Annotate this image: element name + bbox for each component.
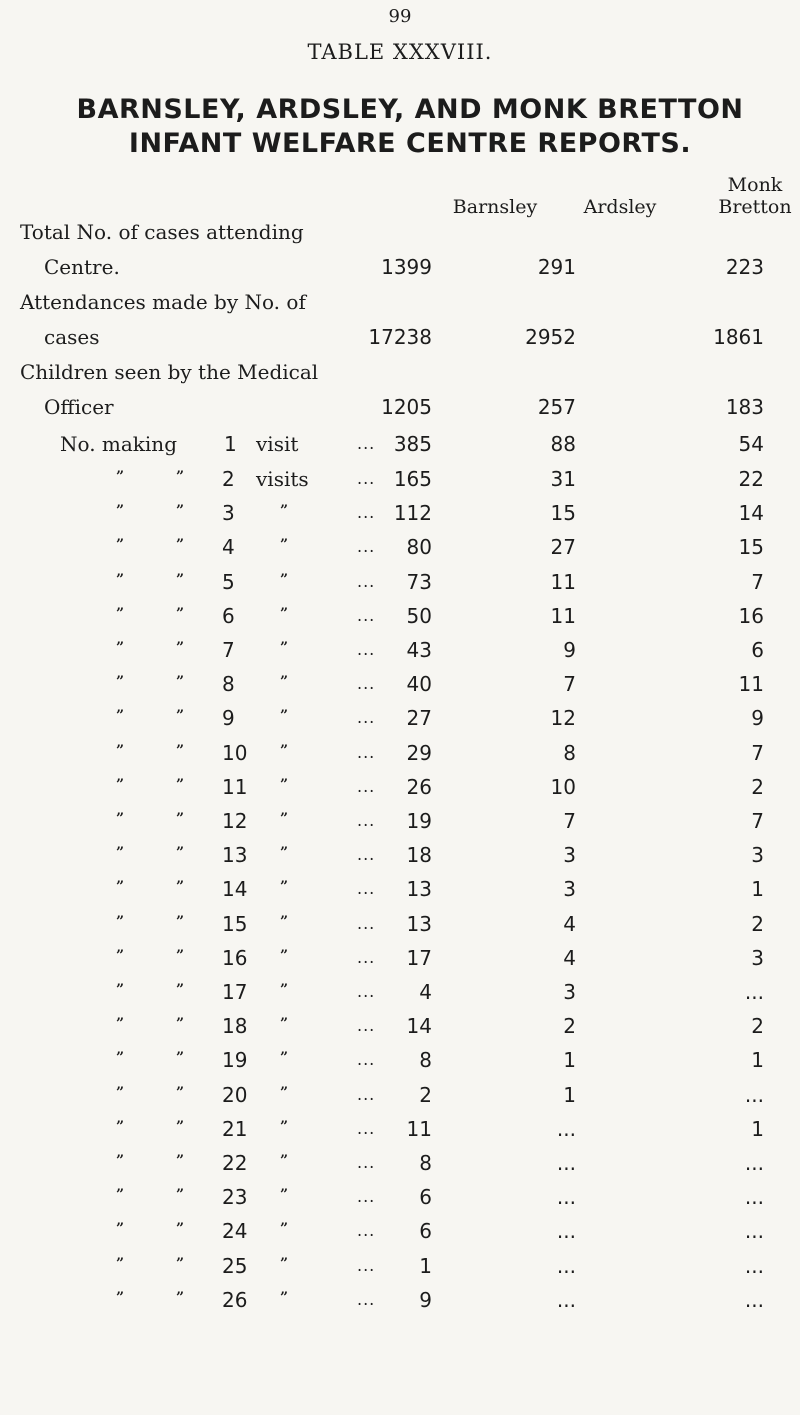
ditto-mark: ” [116,606,124,622]
ditto-mark: ” [280,572,288,588]
leader-dots: ... [357,1221,376,1240]
visit-count-number: 11 [222,775,248,799]
cell-monk-bretton: 14 [738,501,764,525]
ditto-mark: ” [280,948,288,964]
cell-ardsley: ... [556,1219,576,1243]
ditto-mark: ” [116,640,124,656]
ditto-mark: ” [176,1016,184,1032]
cell-barnsley: 112 [393,501,432,525]
ditto-mark: ” [176,1153,184,1169]
leader-dots: ... [357,1290,376,1309]
ditto-mark: ” [280,708,288,724]
cell-ardsley: 3 [563,843,576,867]
cell-barnsley: 1399 [381,255,432,279]
ditto-mark: ” [176,982,184,998]
cell-ardsley: 4 [563,946,576,970]
cell-monk-bretton: 1 [751,877,764,901]
cell-ardsley: 11 [550,570,576,594]
visit-count-number: 24 [222,1219,248,1243]
cell-barnsley: 17 [406,946,432,970]
ditto-mark: ” [116,777,124,793]
ditto-mark: ” [280,503,288,519]
cell-barnsley: 26 [406,775,432,799]
ditto-mark: ” [176,1290,184,1306]
leader-dots: ... [357,537,376,556]
ditto-mark: ” [116,537,124,553]
cell-monk-bretton: 1861 [713,325,764,349]
cell-monk-bretton: 1 [751,1117,764,1141]
ditto-mark: ” [280,1119,288,1135]
cell-barnsley: 1 [419,1254,432,1278]
ditto-mark: ” [116,811,124,827]
cell-barnsley: 11 [406,1117,432,1141]
ditto-mark: ” [280,640,288,656]
ditto-mark: ” [116,1290,124,1306]
ditto-mark: ” [280,674,288,690]
leader-dots: ... [357,1119,376,1138]
column-header-monk-line1: Monk [727,174,783,196]
leader-dots: ... [357,879,376,898]
leader-dots: ... [357,948,376,967]
visit-count-number: 17 [222,980,248,1004]
cell-barnsley: 27 [406,706,432,730]
page-number: 99 [388,6,412,27]
cell-monk-bretton: 15 [738,535,764,559]
cell-monk-bretton: 6 [751,638,764,662]
cell-monk-bretton: ... [744,1219,764,1243]
leader-dots: ... [357,811,376,830]
cell-monk-bretton: ... [744,1151,764,1175]
visit-count-number: 23 [222,1185,248,1209]
ditto-mark: ” [176,811,184,827]
cell-barnsley: 50 [406,604,432,628]
ditto-mark: ” [280,777,288,793]
cell-barnsley: 17238 [368,325,432,349]
leader-dots: ... [357,1187,376,1206]
ditto-mark: ” [176,469,184,485]
column-header-monk-bretton [690,174,800,218]
summary-label-line1: Attendances made by No. of [20,290,306,314]
ditto-mark: ” [280,879,288,895]
leader-dots: ... [357,1256,376,1275]
visit-word: visit [256,432,299,456]
cell-monk-bretton: 3 [751,946,764,970]
leader-dots: ... [357,503,376,522]
ditto-mark: ” [280,914,288,930]
ditto-mark: ” [116,1016,124,1032]
ditto-mark: ” [116,503,124,519]
cell-barnsley: 29 [406,741,432,765]
leader-dots: ... [357,640,376,659]
visit-count-number: 26 [222,1288,248,1312]
visit-count-number: 20 [222,1083,248,1107]
cell-ardsley: 12 [550,706,576,730]
cell-monk-bretton: ... [744,1185,764,1209]
ditto-mark: ” [176,572,184,588]
cell-ardsley: 3 [563,877,576,901]
leader-dots: ... [357,777,376,796]
ditto-mark: ” [176,743,184,759]
cell-barnsley: 13 [406,912,432,936]
cell-monk-bretton: 7 [751,570,764,594]
ditto-mark: ” [116,1187,124,1203]
cell-ardsley: 2 [563,1014,576,1038]
ditto-mark: ” [280,811,288,827]
leader-dots: ... [357,674,376,693]
leader-dots: ... [357,1050,376,1069]
ditto-mark: ” [176,879,184,895]
ditto-mark: ” [116,1221,124,1237]
cell-barnsley: 8 [419,1048,432,1072]
cell-monk-bretton: 2 [751,775,764,799]
column-header-ardsley: Ardsley [583,196,657,218]
cell-monk-bretton: 9 [751,706,764,730]
ditto-mark: ” [176,948,184,964]
ditto-mark: ” [116,1119,124,1135]
visit-count-number: 21 [222,1117,248,1141]
leader-dots: ... [357,708,376,727]
ditto-mark: ” [176,845,184,861]
cell-ardsley: ... [556,1117,576,1141]
visit-count-number: 3 [222,501,235,525]
ditto-mark: ” [176,674,184,690]
visit-count-number: 10 [222,741,248,765]
leader-dots: ... [357,572,376,591]
cell-barnsley: 1205 [381,395,432,419]
ditto-mark: ” [280,537,288,553]
ditto-mark: ” [116,1256,124,1272]
visit-count-number: 1 [224,432,237,456]
cell-barnsley: 6 [419,1219,432,1243]
cell-ardsley: 1 [563,1083,576,1107]
summary-label-line2: Centre. [44,255,120,279]
column-header-barnsley: Barnsley [452,196,538,218]
cell-ardsley: ... [556,1288,576,1312]
visit-count-number: 12 [222,809,248,833]
leader-dots: ... [357,469,376,488]
cell-ardsley: 291 [537,255,576,279]
cell-monk-bretton: ... [744,1288,764,1312]
visit-count-number: 25 [222,1254,248,1278]
cell-monk-bretton: 2 [751,912,764,936]
summary-label-line1: Total No. of cases attending [20,220,304,244]
visit-count-number: 16 [222,946,248,970]
cell-barnsley: 18 [406,843,432,867]
ditto-mark: ” [176,1119,184,1135]
ditto-mark: ” [116,1153,124,1169]
ditto-mark: ” [116,948,124,964]
cell-ardsley: 2952 [525,325,576,349]
leader-dots: ... [357,1016,376,1035]
cell-barnsley: 14 [406,1014,432,1038]
cell-monk-bretton: 54 [738,432,764,456]
cell-ardsley: 7 [563,672,576,696]
ditto-mark: ” [116,1050,124,1066]
ditto-mark: ” [176,640,184,656]
cell-barnsley: 43 [406,638,432,662]
cell-monk-bretton: 16 [738,604,764,628]
cell-monk-bretton: 223 [725,255,764,279]
ditto-mark: ” [116,743,124,759]
visit-count-number: 9 [222,706,235,730]
ditto-mark: ” [280,1187,288,1203]
ditto-mark: ” [116,674,124,690]
visit-count-number: 6 [222,604,235,628]
cell-monk-bretton: 7 [751,809,764,833]
visit-count-number: 7 [222,638,235,662]
leader-dots: ... [357,1153,376,1172]
column-header-monk-line2: Bretton [718,196,792,218]
ditto-mark: ” [280,743,288,759]
cell-barnsley: 4 [419,980,432,1004]
cell-barnsley: 13 [406,877,432,901]
cell-monk-bretton: 7 [751,741,764,765]
ditto-mark: ” [280,1050,288,1066]
cell-barnsley: 2 [419,1083,432,1107]
cell-barnsley: 8 [419,1151,432,1175]
ditto-mark: ” [280,606,288,622]
cell-ardsley: 3 [563,980,576,1004]
ditto-mark: ” [116,708,124,724]
ditto-mark: ” [176,1050,184,1066]
cell-ardsley: 10 [550,775,576,799]
cell-ardsley: 1 [563,1048,576,1072]
ditto-mark: ” [280,1016,288,1032]
visit-count-number: 18 [222,1014,248,1038]
ditto-mark: ” [176,914,184,930]
visit-count-number: 8 [222,672,235,696]
page-title-line2: INFANT WELFARE CENTRE REPORTS. [128,128,692,159]
cell-ardsley: 15 [550,501,576,525]
cell-monk-bretton: ... [744,1083,764,1107]
visit-count-number: 13 [222,843,248,867]
cell-monk-bretton: 3 [751,843,764,867]
leader-dots: ... [357,982,376,1001]
cell-ardsley: 4 [563,912,576,936]
leader-dots: ... [357,434,376,453]
cell-barnsley: 40 [406,672,432,696]
cell-monk-bretton: 1 [751,1048,764,1072]
leader-dots: ... [357,606,376,625]
visit-count-number: 19 [222,1048,248,1072]
visit-count-number: 22 [222,1151,248,1175]
cell-monk-bretton: 11 [738,672,764,696]
cell-monk-bretton: ... [744,1254,764,1278]
ditto-mark: ” [176,1085,184,1101]
cell-barnsley: 165 [393,467,432,491]
ditto-mark: ” [116,879,124,895]
summary-label-line2: cases [44,325,100,349]
ditto-mark: ” [176,606,184,622]
leader-dots: ... [357,743,376,762]
leader-dots: ... [357,845,376,864]
cell-ardsley: ... [556,1254,576,1278]
visit-count-number: 5 [222,570,235,594]
visit-count-number: 14 [222,877,248,901]
ditto-mark: ” [116,845,124,861]
ditto-mark: ” [280,1290,288,1306]
cell-ardsley: 7 [563,809,576,833]
ditto-mark: ” [116,982,124,998]
ditto-mark: ” [176,503,184,519]
cell-ardsley: 8 [563,741,576,765]
cell-monk-bretton: ... [744,980,764,1004]
cell-ardsley: 88 [550,432,576,456]
cell-barnsley: 9 [419,1288,432,1312]
cell-ardsley: 31 [550,467,576,491]
ditto-mark: ” [116,1085,124,1101]
cell-barnsley: 73 [406,570,432,594]
ditto-mark: ” [116,572,124,588]
cell-ardsley: 11 [550,604,576,628]
page-title-line1: BARNSLEY, ARDSLEY, AND MONK BRETTON [76,94,744,125]
ditto-mark: ” [280,845,288,861]
ditto-mark: ” [176,1221,184,1237]
visit-word: visits [256,467,309,491]
ditto-mark: ” [280,982,288,998]
visit-count-number: 15 [222,912,248,936]
cell-ardsley: 9 [563,638,576,662]
cell-barnsley: 385 [393,432,432,456]
cell-barnsley: 6 [419,1185,432,1209]
summary-label-line1: Children seen by the Medical [20,360,319,384]
cell-monk-bretton: 2 [751,1014,764,1038]
ditto-mark: ” [280,1085,288,1101]
ditto-mark: ” [176,777,184,793]
ditto-mark: ” [280,1221,288,1237]
ditto-mark: ” [176,708,184,724]
ditto-mark: ” [116,914,124,930]
cell-ardsley: 257 [537,395,576,419]
ditto-mark: ” [280,1153,288,1169]
cell-barnsley: 19 [406,809,432,833]
visit-count-number: 2 [222,467,235,491]
cell-ardsley: ... [556,1185,576,1209]
visits-row-prefix: No. making [60,432,177,456]
cell-monk-bretton: 183 [725,395,764,419]
ditto-mark: ” [176,1187,184,1203]
cell-barnsley: 80 [406,535,432,559]
table-label: TABLE XXXVIII. [307,40,493,64]
leader-dots: ... [357,914,376,933]
ditto-mark: ” [280,1256,288,1272]
ditto-mark: ” [116,469,124,485]
visit-count-number: 4 [222,535,235,559]
cell-ardsley: 27 [550,535,576,559]
leader-dots: ... [357,1085,376,1104]
cell-ardsley: ... [556,1151,576,1175]
summary-label-line2: Officer [44,395,114,419]
cell-monk-bretton: 22 [738,467,764,491]
ditto-mark: ” [176,1256,184,1272]
ditto-mark: ” [176,537,184,553]
